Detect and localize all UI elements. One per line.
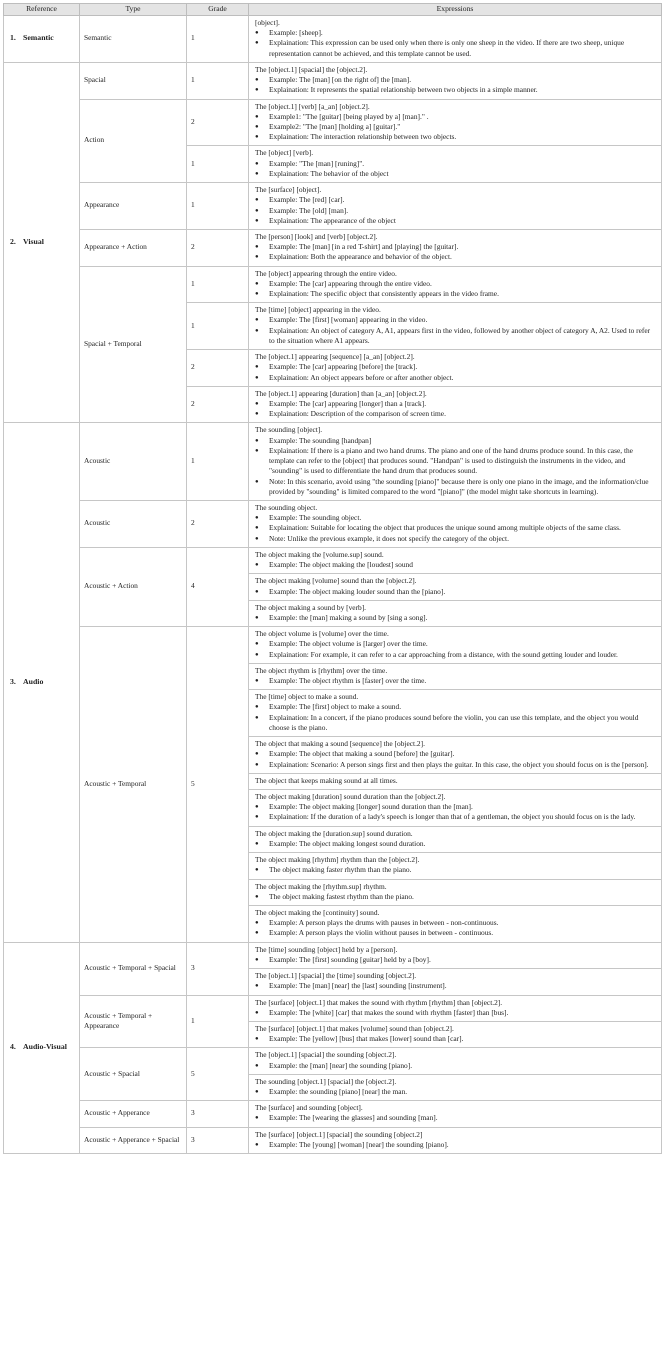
- expression-cell: [249, 737, 662, 774]
- expression-bullet: ● Example: The [white] [car] that makes the sound with rhythm [faster] than [bus].: [255, 1008, 657, 1018]
- expression-bullet: ● Example: The [first] [woman] appearing in the video.: [255, 315, 657, 325]
- expression-bullet: ● Explaination: Scenario: A person sings first and then plays the guitar. In this case, the object you should focus on is the [person].: [255, 760, 657, 770]
- expression-template: The object that making a sound [sequence] the [object.2].: [255, 739, 425, 749]
- expression-template: The object making [duration] sound duration than the [object.2].: [255, 792, 446, 801]
- expression-template: The sounding [object.1] [spacial] the [object.2].: [255, 1076, 397, 1086]
- reference-cell: [4, 62, 80, 423]
- grade-cell: 2: [187, 99, 249, 146]
- expression-bullet: ● Example: The [man] [near] the [last] sounding [instrument].: [255, 981, 657, 991]
- type-cell: Action: [80, 99, 187, 183]
- expression-cell: [249, 500, 662, 547]
- expression-cell: [249, 146, 662, 183]
- type-cell: Spacial + Temporal: [80, 266, 187, 423]
- expression-cell: [249, 423, 662, 501]
- expression-bullet: ● Example: The [man] [on the right of] the [man].: [255, 75, 657, 85]
- expression-bullet: ● Example: The [wearing the glasses] and sounding [man].: [255, 1113, 657, 1123]
- expression-bullet: ● Example: The object making [longer] sound duration than the [man].: [255, 802, 657, 812]
- type-cell: Appearance: [80, 183, 187, 230]
- reference-cell: [4, 16, 80, 63]
- expression-template: The object making the [continuity] sound.: [255, 907, 380, 917]
- grade-cell: 1: [187, 183, 249, 230]
- expression-cell: [249, 773, 662, 789]
- expression-cell: [249, 690, 662, 737]
- expression-template: The object making the [rhythm.sup] rhythm.: [255, 881, 387, 891]
- expression-bullet: ● Example2: "The [man] [holding a] [guitar].": [255, 122, 657, 132]
- expression-cell: [249, 547, 662, 573]
- grade-cell: 4: [187, 547, 249, 626]
- table-row: [4, 62, 662, 99]
- expression-cell: [249, 853, 662, 879]
- expression-template: The [time] [object] appearing in the video.: [255, 305, 381, 315]
- expression-bullet: ● The object making fastest rhythm than the piano.: [255, 892, 657, 902]
- header-expressions: Expressions: [249, 4, 662, 16]
- expression-cell: [249, 350, 662, 387]
- expression-bullet: ● Example: The [car] appearing [longer] than a [track].: [255, 399, 657, 409]
- table-row: [4, 627, 662, 664]
- expression-cell: [249, 627, 662, 664]
- expression-cell: [249, 1074, 662, 1100]
- expression-bullet: ● Example: the [man] [near] the sounding [piano].: [255, 1061, 657, 1071]
- expression-template: The [surface] [object].: [255, 185, 322, 195]
- expression-cell: [249, 1048, 662, 1074]
- expression-cell: [249, 1127, 662, 1153]
- reference-number: 2.: [10, 236, 16, 246]
- expression-bullet: ● Example: The [old] [man].: [255, 206, 657, 216]
- expression-bullet: ● Example: The [car] appearing [before] the [track].: [255, 362, 657, 372]
- table-row: [4, 229, 662, 266]
- reference-number: 1.: [10, 33, 16, 43]
- expression-bullet: ● Example: The [first] sounding [guitar] held by a [boy].: [255, 955, 657, 965]
- expression-template: The [surface] and sounding [object].: [255, 1103, 363, 1113]
- expression-bullet: ● Example: The object rhythm is [faster] over the time.: [255, 676, 657, 686]
- header-row: [4, 4, 662, 16]
- expression-template: The object making [volume] sound than the [object.2].: [255, 576, 417, 586]
- type-cell: Acoustic: [80, 423, 187, 501]
- table-row: [4, 423, 662, 501]
- expression-bullet: ● Example: The sounding [handpan]: [255, 436, 657, 446]
- grade-cell: 2: [187, 229, 249, 266]
- expression-template: The [object] appearing through the entire video.: [255, 268, 397, 278]
- reference-name: Audio: [23, 676, 44, 686]
- grade-cell: 2: [187, 350, 249, 387]
- expression-bullet: ● Example: the sounding [piano] [near] the man.: [255, 1087, 657, 1097]
- expression-bullet: ● Explaination: Description of the comparison of screen time.: [255, 409, 657, 419]
- expression-bullet: ● Note: In this scenario, avoid using "the sounding [piano]" because there is only one piano in the image, and the information/clue provided by "sounding" is limited compared to the word "[piano]" (the model might take shortcuts in learning).: [255, 477, 657, 497]
- expression-cell: [249, 942, 662, 968]
- expression-bullet: ● Explaination: Both the appearance and behavior of the object.: [255, 252, 657, 262]
- expression-bullet: ● Example: The [first] object to make a sound.: [255, 702, 657, 712]
- expression-cell: [249, 995, 662, 1021]
- expression-bullet: ● Example: [sheep].: [255, 28, 657, 38]
- grade-cell: 1: [187, 146, 249, 183]
- type-cell: Spacial: [80, 62, 187, 99]
- expression-bullet: ● Explaination: If the duration of a lady's speech is longer than that of a gentleman, the object you should focus on is the lady.: [255, 812, 657, 822]
- expression-bullet: ● Example: The [man] [in a red T-shirt] and [playing] the [guitar].: [255, 242, 657, 252]
- header-reference: Reference: [4, 4, 80, 16]
- expression-template: The [object.1] appearing [duration] than [a_an] [object.2].: [255, 388, 427, 398]
- expression-cell: [249, 574, 662, 600]
- expression-bullet: ● Example: The [yellow] [bus] that makes [lower] sound than [car].: [255, 1034, 657, 1044]
- table-row: [4, 1101, 662, 1127]
- type-cell: Semantic: [80, 16, 187, 63]
- expression-template: The object making [rhythm] rhythm than the [object.2].: [255, 855, 420, 865]
- expression-bullet: ● Explaination: An object of category A, A1, appears first in the video, followed by another object of category A, A2. Used to refer to the situation where A1 appears.: [255, 326, 657, 346]
- expression-cell: [249, 16, 662, 63]
- type-cell: Acoustic + Apperance: [80, 1101, 187, 1127]
- expression-bullet: ● Example: The object volume is [larger] over the time.: [255, 639, 657, 649]
- expression-bullet: ● Explaination: It represents the spatial relationship between two objects in a simple manner.: [255, 85, 657, 95]
- expression-bullet: ● Explaination: The specific object that consistently appears in the video frame.: [255, 289, 657, 299]
- expression-template: The [surface] [object.1] that makes the sound with rhythm [rhythm] than [object.2].: [255, 997, 503, 1007]
- grade-cell: 2: [187, 500, 249, 547]
- grade-cell: 1: [187, 995, 249, 1048]
- expression-template: The object rhythm is [rhythm] over the time.: [255, 665, 388, 675]
- expression-cell: [249, 600, 662, 626]
- expression-template: The object making a sound by [verb].: [255, 602, 367, 612]
- expression-bullet: ● Example: The object making louder sound than the [piano].: [255, 587, 657, 597]
- expression-template: The sounding object.: [255, 502, 318, 512]
- expression-cell: [249, 790, 662, 827]
- grade-cell: 5: [187, 1048, 249, 1101]
- expression-template: The [object.1] [spacial] the sounding [object.2].: [255, 1050, 397, 1060]
- expression-template: The [object.1] [spacial] the [object.2].: [255, 64, 368, 74]
- expression-template: The [person] [look] and [verb] [object.2].: [255, 231, 378, 241]
- type-cell: Acoustic + Temporal: [80, 627, 187, 942]
- table-row: [4, 99, 662, 146]
- expression-cell: [249, 905, 662, 942]
- table-row: [4, 547, 662, 573]
- type-cell: Acoustic + Apperance + Spacial: [80, 1127, 187, 1153]
- expression-bullet: ● Example: the [man] making a sound by [sing a song].: [255, 613, 657, 623]
- expression-template: The [object] [verb].: [255, 148, 314, 158]
- expression-template: The object making the [volume.sup] sound.: [255, 549, 384, 559]
- expression-template: The object making the [duration.sup] sound duration.: [255, 828, 413, 838]
- table-row: [4, 1127, 662, 1153]
- expression-bullet: ● Example: The [car] appearing through the entire video.: [255, 279, 657, 289]
- expression-bullet: ● Explaination: An object appears before or after another object.: [255, 373, 657, 383]
- reference-name: Visual: [23, 236, 44, 246]
- expression-cell: [249, 879, 662, 905]
- expression-template: [object].: [255, 18, 280, 27]
- expression-cell: [249, 969, 662, 995]
- type-cell: Acoustic + Spacial: [80, 1048, 187, 1101]
- expression-template: The [object.1] [verb] [a_an] [object.2].: [255, 101, 370, 111]
- expression-template: The [surface] [object.1] that makes [volume] sound than [object.2].: [255, 1023, 454, 1033]
- expression-bullet: ● Explaination: If there is a piano and two hand drums. The piano and one of the hand drums produce sound. In this case, the template can refer to the [object] that produces sound. "Handpan" is used to distinguish the instruments in the video, and "sounding" is used to differentiate the hand drum that produces sound.: [255, 446, 657, 477]
- grade-cell: 2: [187, 386, 249, 423]
- type-cell: Acoustic + Temporal + Appearance: [80, 995, 187, 1048]
- expression-template: The [object.1] appearing [sequence] [a_an] [object.2].: [255, 352, 415, 362]
- type-cell: Acoustic + Temporal + Spacial: [80, 942, 187, 995]
- header-type: Type: [80, 4, 187, 16]
- reference-cell: [4, 942, 80, 1154]
- expression-cell: [249, 183, 662, 230]
- expression-bullet: ● Example: A person plays the violin without pauses in between - continuous.: [255, 928, 657, 938]
- expression-template: The object volume is [volume] over the time.: [255, 629, 389, 639]
- table-row: [4, 183, 662, 230]
- expression-cell: [249, 1021, 662, 1047]
- expression-cell: [249, 386, 662, 423]
- expression-template: The [surface] [object.1] [spacial] the sounding [object.2]: [255, 1129, 423, 1139]
- grade-cell: 3: [187, 942, 249, 995]
- expression-bullet: ● Explaination: The interaction relationship between two objects.: [255, 132, 657, 142]
- table-body: [4, 16, 662, 1154]
- expression-cell: [249, 1101, 662, 1127]
- grade-cell: 3: [187, 1101, 249, 1127]
- type-cell: Acoustic + Action: [80, 547, 187, 626]
- expression-bullet: ● Example1: "The [guitar] [being played by a] [man]." .: [255, 112, 657, 122]
- reference-number: 4.: [10, 1042, 16, 1051]
- expression-bullet: ● Explaination: The appearance of the object: [255, 216, 657, 226]
- table-row: [4, 500, 662, 547]
- expression-template: The object that keeps making sound at all times.: [255, 775, 398, 785]
- grade-cell: 3: [187, 1127, 249, 1153]
- reference-number: 3.: [10, 676, 16, 686]
- grade-cell: 1: [187, 266, 249, 303]
- table-row: [4, 266, 662, 303]
- expression-bullet: ● Explaination: In a concert, if the piano produces sound before the violin, you can use this template, and the object you would choose is the piano.: [255, 713, 657, 733]
- type-cell: Acoustic: [80, 500, 187, 547]
- table-row: [4, 995, 662, 1021]
- expression-template: The sounding [object].: [255, 425, 323, 435]
- expression-cell: [249, 826, 662, 852]
- grade-cell: 1: [187, 303, 249, 350]
- grade-cell: 1: [187, 62, 249, 99]
- expressions-table: [3, 3, 662, 1154]
- expression-template: The [time] sounding [object] held by a [person].: [255, 944, 398, 954]
- expression-bullet: ● Example: The [young] [woman] [near] the sounding [piano].: [255, 1140, 657, 1150]
- grade-cell: 1: [187, 16, 249, 63]
- table-row: [4, 942, 662, 968]
- expression-cell: [249, 229, 662, 266]
- expression-bullet: ● Explaination: This expression can be used only when there is only one sheep in the video. If there are two sheep, unique representation cannot be achieved, and this template cannot be used.: [255, 38, 657, 58]
- expression-bullet: ● Note: Unlike the previous example, it does not specify the category of the object.: [255, 534, 657, 544]
- reference-name: Audio-Visual: [23, 1042, 67, 1051]
- table-row: [4, 16, 662, 63]
- reference-name: Semantic: [23, 33, 54, 43]
- type-cell: Appearance + Action: [80, 229, 187, 266]
- expression-bullet: ● Explaination: The behavior of the object: [255, 169, 657, 179]
- header-grade: Grade: [187, 4, 249, 16]
- expression-template: The [time] object to make a sound.: [255, 692, 359, 702]
- expression-bullet: ● Example: "The [man] [runing]".: [255, 159, 657, 169]
- expression-cell: [249, 99, 662, 146]
- expression-bullet: ● Explaination: Suitable for locating the object that produces the unique sound among multiple objects of the same class.: [255, 523, 657, 533]
- grade-cell: 5: [187, 627, 249, 942]
- table-row: [4, 1048, 662, 1074]
- expression-cell: [249, 62, 662, 99]
- expression-template: The [object.1] [spacial] the [time] sounding [object.2].: [255, 971, 417, 981]
- expression-bullet: ● Example: A person plays the drums with pauses in between - non-continuous.: [255, 918, 657, 928]
- expression-cell: [249, 663, 662, 689]
- expression-bullet: ● Example: The sounding object.: [255, 513, 657, 523]
- expression-bullet: ● Example: The object that making a sound [before] the [guitar].: [255, 749, 657, 759]
- expression-bullet: ● Explaination: For example, it can refer to a car approaching from a distance, with the sound getting louder and louder.: [255, 650, 657, 660]
- expression-cell: [249, 303, 662, 350]
- expression-bullet: ● The object making faster rhythm than the piano.: [255, 865, 657, 875]
- grade-cell: 1: [187, 423, 249, 501]
- expression-bullet: ● Example: The object making the [loudest] sound: [255, 560, 657, 570]
- reference-cell: [4, 423, 80, 942]
- expression-bullet: ● Example: The object making longest sound duration.: [255, 839, 657, 849]
- expression-bullet: ● Example: The [red] [car].: [255, 195, 657, 205]
- expression-cell: [249, 266, 662, 303]
